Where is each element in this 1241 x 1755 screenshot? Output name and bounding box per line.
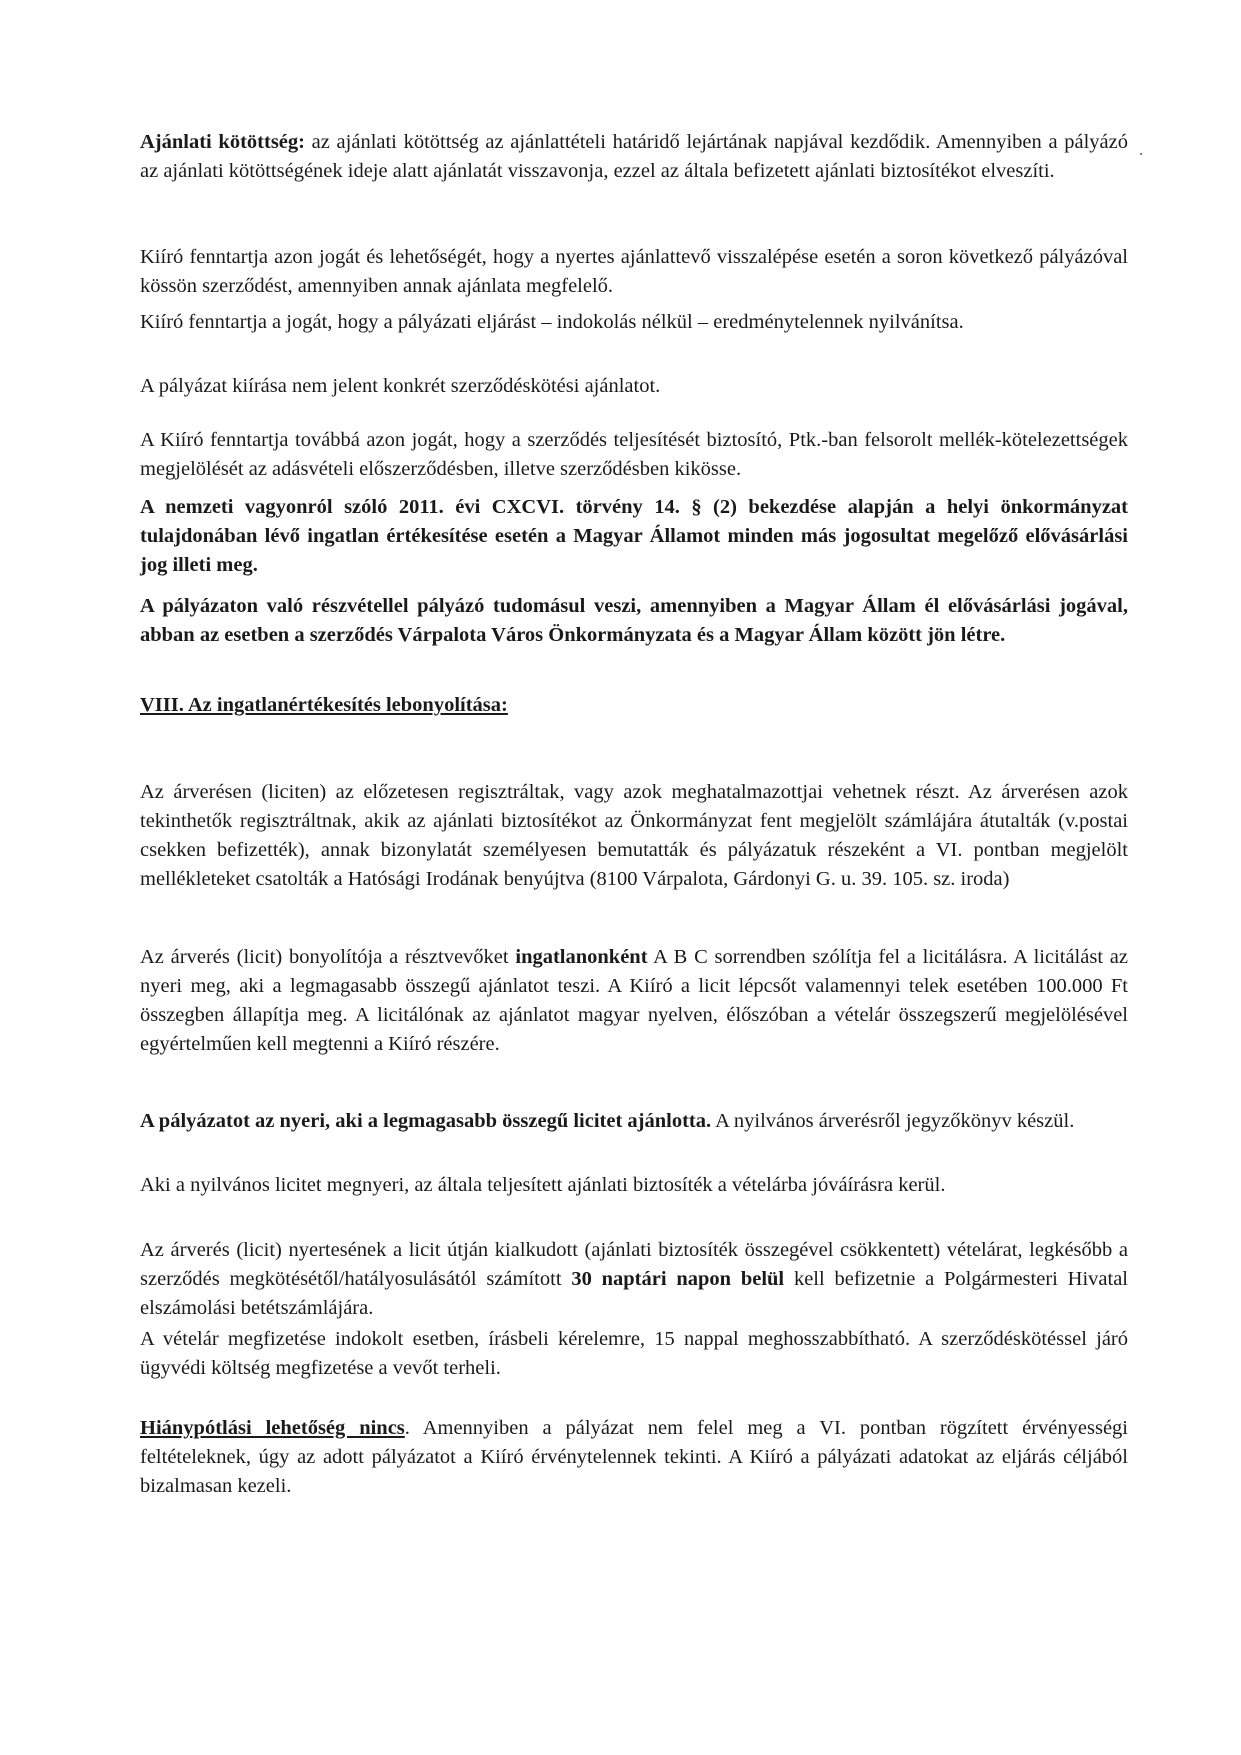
paragraph-text: . Amennyiben a pályázat nem felel meg a VI. pontban rögzített érvényességi feltételeknek, úgy az adott pályázatot a Kiíró érvénytelennek tekinti. A Kiíró a pályázati adatokat az eljárás céljából bizalmasan kezeli. — [140, 1417, 1128, 1497]
paragraph-arveresen-liciten — [140, 778, 1128, 894]
paragraph-aki-megnyeri — [140, 1171, 1128, 1200]
paragraph-text: A pályázat kiírása nem jelent konkrét szerződéskötési ajánlatot. — [140, 375, 661, 397]
bold-lead-palyazatot-nyeri: A pályázatot az nyeri, aki a legmagasabb összegű licitet ajánlotta. — [140, 1110, 712, 1132]
paragraph-text: Az árverésen (liciten) az előzetesen regisztráltak, vagy azok meghatalmazottjai vehetnek részt. Az árverésen azok tekinthetők regisztráltnak, akik az ajánlati biztosítékot az Önkormányzat fent megjelölt számlájára átutalták (v.postai csekken befizették), annak bizonylatát személyesen bemutatták és pályázatuk részeként a VI. pontban megjelölt mellékleteket csatolták a Hatósági Irodának benyújtva (8100 Várpalota, Gárdonyi G. u. 39. 105. sz. iroda) — [140, 781, 1128, 890]
paragraph-kiiro-fenntartja-2 — [140, 308, 1128, 337]
scan-speck — [1140, 153, 1142, 155]
paragraph-text: Az árverés (licit) nyertesének a licit útján kialkudott (ajánlati biztosíték összegével csökkentett) vételárat, legkésőbb a szerződés megkötésétől/hatályosulásától számított — [140, 1239, 1128, 1290]
paragraph-arveres-bonyolitoja — [140, 943, 1128, 1059]
paragraph-hianypotlas — [140, 1414, 1128, 1501]
paragraph-text: kell befizetnie a Polgármesteri Hivatal elszámolási betétszámlájára. — [140, 1268, 1128, 1319]
paragraph-text: A nyilvános árverésről jegyzőkönyv készül. — [711, 1110, 1075, 1132]
section-heading-viii — [140, 691, 1128, 720]
bold-lead-ajanlati-kototseg: Ajánlati kötöttség: — [140, 131, 305, 153]
paragraph-ajanlati-kototseg — [140, 128, 1128, 186]
paragraph-text: A nemzeti vagyonról szóló 2011. évi CXCVI. törvény 14. § (2) bekezdése alapján a helyi önkormányzat tulajdonában lévő ingatlan értékesítése esetén a Magyar Államot minden más jogosultat megelőző elővásárlási jog illeti meg. — [140, 496, 1128, 576]
bold-30-naptari-nap: 30 naptári napon belül — [571, 1268, 785, 1290]
paragraph-text: Aki a nyilvános licitet megnyeri, az általa teljesített ajánlati biztosíték a vételárba jóváírásra kerül. — [140, 1174, 946, 1196]
paragraph-kiirasa-nem-jelent — [140, 372, 1128, 401]
bold-ingatlanonkent: ingatlanonként — [515, 946, 648, 968]
paragraph-text: A B C sorrendben szólítja fel a licitálásra. A licitálást az nyeri meg, aki a legmagasabb összegű ajánlatot teszi. A Kiíró a licit lépcsőt valamennyi telek esetében 100.000 Ft összegben állapítja meg. A licitálónak az ajánlatot magyar nyelven, élőszóban a vételár összegszerű megjelölésével egyértelműen kell megtenni a Kiíró részére. — [140, 946, 1129, 1055]
paragraph-text: Az árverés (licit) bonyolítója a résztvevőket — [140, 946, 516, 968]
paragraph-kiiro-fenntartja-1 — [140, 243, 1128, 301]
paragraph-kiiro-fenntartja-3 — [140, 426, 1128, 484]
paragraph-text: A pályázaton való részvétellel pályázó tudomásul veszi, amennyiben a Magyar Állam él elővásárlási jogával, abban az esetben a szerződés Várpalota Város Önkormányzata és a Magyar Állam között jön létre. — [140, 595, 1128, 646]
paragraph-text: A vételár megfizetése indokolt esetben, írásbeli kérelemre, 15 nappal meghosszabbítható. A szerződéskötéssel járó ügyvédi költség megfizetése a vevőt terheli. — [140, 1328, 1128, 1379]
paragraph-nyertesenek-vetelar — [140, 1236, 1128, 1323]
paragraph-text: Kiíró fenntartja azon jogát és lehetőségét, hogy a nyertes ajánlattevő visszalépése esetén a soron következő pályázóval kössön szerződést, amennyiben annak ajánlata megfelelő. — [140, 246, 1128, 297]
paragraph-text: Kiíró fenntartja a jogát, hogy a pályázati eljárást – indokolás nélkül – eredménytelennek nyilvánítsa. — [140, 311, 964, 333]
bold-underlined-hianypotlas: Hiánypótlási lehetőség nincs — [140, 1417, 405, 1439]
paragraph-text: az ajánlati kötöttség az ajánlattételi határidő lejártának napjával kezdődik. Amennyiben a pályázó az ajánlati kötöttségének ideje alatt ajánlatát visszavonja, ezzel az általa befizetett ajánlati biztosítékot elveszíti. — [140, 131, 1128, 182]
paragraph-vetelar-megfizetese — [140, 1325, 1128, 1383]
section-heading-text: VIII. Az ingatlanértékesítés lebonyolítása: — [140, 694, 508, 716]
paragraph-nemzeti-vagyon — [140, 493, 1128, 580]
paragraph-text: A Kiíró fenntartja továbbá azon jogát, hogy a szerződés teljesítését biztosító, Ptk.-ban felsorolt mellék-kötelezettségek megjelölését az adásvételi előszerződésben, illetve szerződésben kikösse. — [140, 429, 1128, 480]
paragraph-palyazatot-nyeri — [140, 1107, 1128, 1136]
paragraph-palyazaton-valo-reszvetel — [140, 592, 1128, 650]
